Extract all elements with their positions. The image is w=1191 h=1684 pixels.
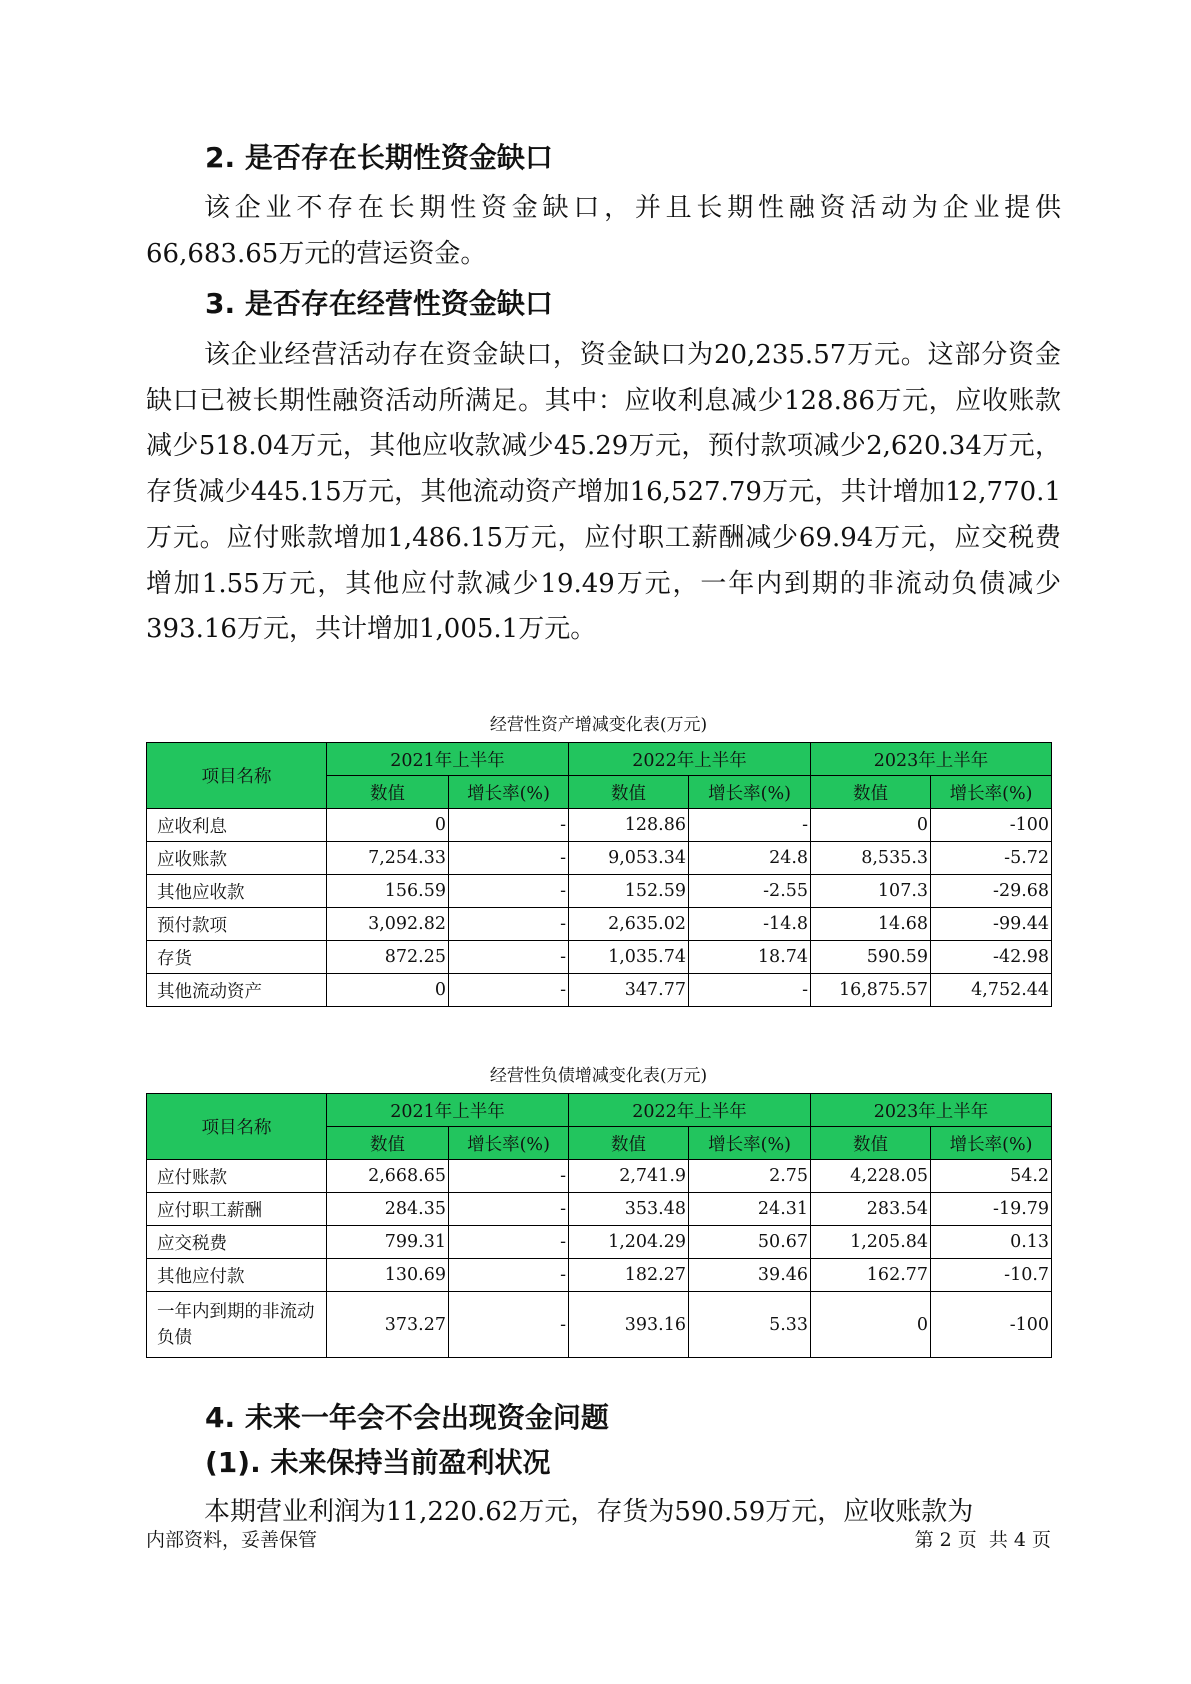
- cell-value: 393.16: [569, 1292, 689, 1358]
- table-row: [147, 908, 1052, 941]
- header-growth: 增长率(%): [931, 776, 1052, 809]
- table-row: [147, 941, 1052, 974]
- cell-growth: -: [449, 1160, 569, 1193]
- cell-value: 799.31: [327, 1226, 449, 1259]
- cell-value: 7,254.33: [327, 842, 449, 875]
- cell-value: 284.35: [327, 1193, 449, 1226]
- cell-growth: -: [449, 1292, 569, 1358]
- section-2-paragraph: 该企业不存在长期性资金缺口，并且长期性融资活动为企业提供66,683.65万元的营运资金。: [146, 193, 1061, 269]
- assets-table: [146, 742, 1052, 1007]
- cell-growth: -100: [931, 1292, 1052, 1358]
- cell-growth: -: [449, 809, 569, 842]
- cell-value: 107.3: [811, 875, 931, 908]
- row-label: 其他流动资产: [147, 974, 327, 1007]
- cell-value: 16,875.57: [811, 974, 931, 1007]
- cell-growth: 4,752.44: [931, 974, 1052, 1007]
- cell-value: 130.69: [327, 1259, 449, 1292]
- cell-value: 0: [811, 809, 931, 842]
- cell-value: 128.86: [569, 809, 689, 842]
- cell-growth: 5.33: [689, 1292, 811, 1358]
- header-value: 数值: [569, 1127, 689, 1160]
- cell-value: 872.25: [327, 941, 449, 974]
- cell-value: 8,535.3: [811, 842, 931, 875]
- cell-value: 162.77: [811, 1259, 931, 1292]
- cell-value: 152.59: [569, 875, 689, 908]
- section-4-1-paragraph: 本期营业利润为11,220.62万元，存货为590.59万元，应收账款为: [204, 1497, 974, 1527]
- row-label: 应收利息: [147, 809, 327, 842]
- assets-table-caption: 经营性资产增减变化表(万元): [489, 715, 708, 735]
- cell-growth: -100: [931, 809, 1052, 842]
- cell-value: 353.48: [569, 1193, 689, 1226]
- cell-growth: -: [449, 1193, 569, 1226]
- header-growth: 增长率(%): [931, 1127, 1052, 1160]
- cell-growth: 24.31: [689, 1193, 811, 1226]
- header-item-name: 项目名称: [147, 743, 327, 809]
- cell-value: 9,053.34: [569, 842, 689, 875]
- cell-value: 156.59: [327, 875, 449, 908]
- cell-value: 590.59: [811, 941, 931, 974]
- table-row: [147, 1226, 1052, 1259]
- cell-growth: -2.55: [689, 875, 811, 908]
- cell-value: 347.77: [569, 974, 689, 1007]
- cell-value: 2,635.02: [569, 908, 689, 941]
- table-row: [147, 1292, 1052, 1358]
- row-label: 其他应付款: [147, 1259, 327, 1292]
- cell-growth: -: [449, 974, 569, 1007]
- header-period-2022: 2022年上半年: [569, 1094, 811, 1127]
- row-label: 应交税费: [147, 1226, 327, 1259]
- cell-growth: 24.8: [689, 842, 811, 875]
- cell-value: 0: [327, 974, 449, 1007]
- cell-value: 0: [811, 1292, 931, 1358]
- cell-growth: 39.46: [689, 1259, 811, 1292]
- cell-growth: -: [449, 1226, 569, 1259]
- section-2-heading: 2. 是否存在长期性资金缺口: [205, 141, 553, 174]
- cell-value: 2,668.65: [327, 1160, 449, 1193]
- row-label: 应付职工薪酬: [147, 1193, 327, 1226]
- header-value: 数值: [811, 1127, 931, 1160]
- row-label: 其他应收款: [147, 875, 327, 908]
- header-value: 数值: [327, 776, 449, 809]
- table-row: [147, 809, 1052, 842]
- cell-growth: 50.67: [689, 1226, 811, 1259]
- cell-growth: -: [689, 809, 811, 842]
- header-value: 数值: [327, 1127, 449, 1160]
- cell-growth: -14.8: [689, 908, 811, 941]
- cell-value: 1,204.29: [569, 1226, 689, 1259]
- section-4-heading: 4. 未来一年会不会出现资金问题: [205, 1401, 609, 1434]
- section-3-heading: 3. 是否存在经营性资金缺口: [205, 287, 553, 320]
- cell-value: 1,035.74: [569, 941, 689, 974]
- table-row: [147, 1160, 1052, 1193]
- header-period-2022: 2022年上半年: [569, 743, 811, 776]
- cell-growth: -: [689, 974, 811, 1007]
- cell-growth: -: [449, 842, 569, 875]
- cell-growth: 18.74: [689, 941, 811, 974]
- table-row: [147, 1259, 1052, 1292]
- cell-growth: -: [449, 875, 569, 908]
- header-growth: 增长率(%): [449, 1127, 569, 1160]
- row-label: 存货: [147, 941, 327, 974]
- row-label: 一年内到期的非流动负债: [147, 1292, 327, 1358]
- header-growth: 增长率(%): [689, 1127, 811, 1160]
- footer-confidential-note: 内部资料，妥善保管: [146, 1529, 318, 1551]
- table-row: [147, 842, 1052, 875]
- cell-value: 0: [327, 809, 449, 842]
- cell-growth: 2.75: [689, 1160, 811, 1193]
- cell-value: 283.54: [811, 1193, 931, 1226]
- liabilities-table-caption: 经营性负债增减变化表(万元): [489, 1066, 708, 1086]
- cell-value: 182.27: [569, 1259, 689, 1292]
- header-item-name: 项目名称: [147, 1094, 327, 1160]
- header-period-2023: 2023年上半年: [811, 1094, 1052, 1127]
- footer-page-number: 第 2 页 共 4 页: [914, 1529, 1051, 1551]
- cell-growth: -10.7: [931, 1259, 1052, 1292]
- liabilities-table: [146, 1093, 1052, 1358]
- section-3-paragraph: 该企业经营活动存在资金缺口，资金缺口为20,235.57万元。这部分资金缺口已被长期性融资活动所满足。其中：应收利息减少128.86万元，应收账款减少518.04万元，其他应收款减少45.29万元，预付款项减少2,620.34万元，存货减少445.15万元，其他流动资产增加16,527.79万元，共计增加12,770.1万元。应付账款增加1,486.15万元，应付职工薪酬减少69.94万元，应交税费增加1.55万元，其他应付款减少19.49万元，一年内到期的非流动负债减少393.16万元，共计增加1,005.1万元。: [146, 340, 1061, 645]
- cell-growth: 54.2: [931, 1160, 1052, 1193]
- table-row: [147, 1193, 1052, 1226]
- row-label: 应付账款: [147, 1160, 327, 1193]
- header-period-2021: 2021年上半年: [327, 743, 569, 776]
- cell-growth: -29.68: [931, 875, 1052, 908]
- row-label: 预付款项: [147, 908, 327, 941]
- cell-growth: -: [449, 908, 569, 941]
- cell-growth: -99.44: [931, 908, 1052, 941]
- header-period-2021: 2021年上半年: [327, 1094, 569, 1127]
- cell-value: 3,092.82: [327, 908, 449, 941]
- table-row: [147, 875, 1052, 908]
- cell-value: 373.27: [327, 1292, 449, 1358]
- cell-value: 1,205.84: [811, 1226, 931, 1259]
- table-row: [147, 974, 1052, 1007]
- header-period-2023: 2023年上半年: [811, 743, 1052, 776]
- section-4-1-heading: (1). 未来保持当前盈利状况: [205, 1446, 551, 1479]
- header-growth: 增长率(%): [449, 776, 569, 809]
- header-value: 数值: [811, 776, 931, 809]
- cell-growth: -42.98: [931, 941, 1052, 974]
- row-label: 应收账款: [147, 842, 327, 875]
- cell-value: 14.68: [811, 908, 931, 941]
- cell-growth: 0.13: [931, 1226, 1052, 1259]
- cell-growth: -19.79: [931, 1193, 1052, 1226]
- cell-value: 2,741.9: [569, 1160, 689, 1193]
- cell-growth: -: [449, 1259, 569, 1292]
- header-growth: 增长率(%): [689, 776, 811, 809]
- cell-growth: -5.72: [931, 842, 1052, 875]
- cell-growth: -: [449, 941, 569, 974]
- cell-value: 4,228.05: [811, 1160, 931, 1193]
- header-value: 数值: [569, 776, 689, 809]
